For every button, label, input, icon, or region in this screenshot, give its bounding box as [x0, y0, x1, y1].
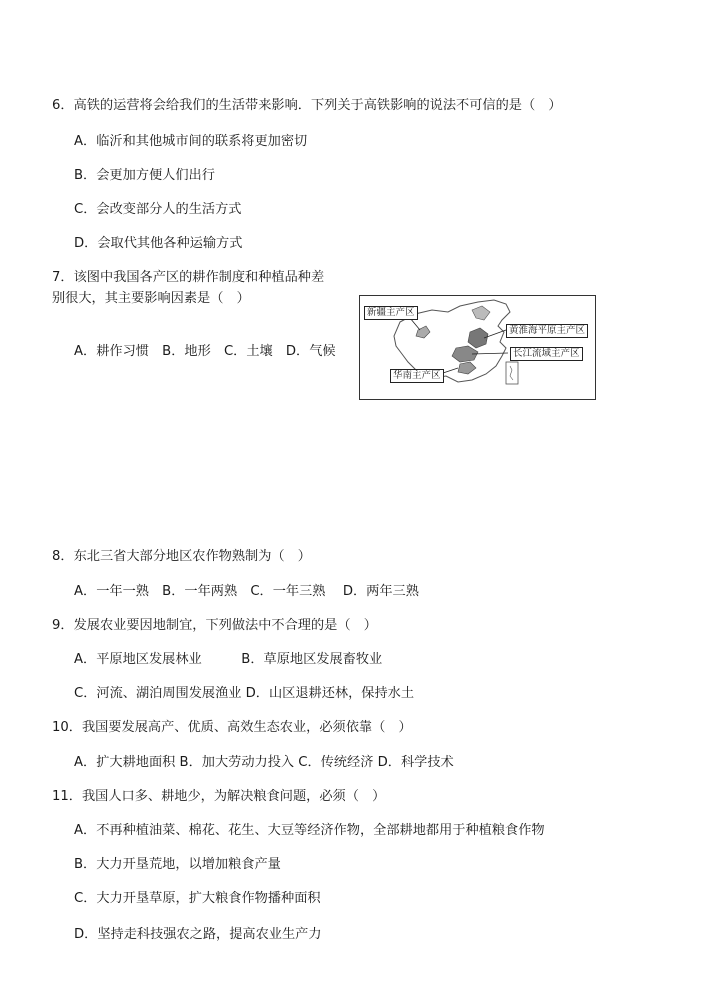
question-11-option-b: B．大力开垦荒地，以增加粮食产量	[74, 857, 281, 872]
question-9-options-line1: A．平原地区发展林业 B．草原地区发展畜牧业	[74, 652, 383, 667]
question-9-stem: 9．发展农业要因地制宜，下列做法中不合理的是（ ）	[52, 618, 377, 633]
question-6-option-a: A．临沂和其他城市间的联系将更加密切	[74, 134, 308, 149]
question-11-stem: 11．我国人口多、耕地少，为解决粮食问题，必须（ ）	[52, 789, 386, 804]
question-11-option-a: A．不再种植油菜、棉花、花生、大豆等经济作物，全部耕地都用于种植粮食作物	[74, 823, 545, 838]
question-11-option-c: C．大力开垦草原，扩大粮食作物播种面积	[74, 891, 321, 906]
question-10-options: A．扩大耕地面积 B．加大劳动力投入 C．传统经济 D．科学技术	[74, 755, 454, 770]
question-6-stem: 6．高铁的运营将会给我们的生活带来影响．下列关于高铁影响的说法不可信的是（ ）	[52, 98, 562, 113]
question-7-stem-line1: 7．该图中我国各产区的耕作制度和种植品种差	[52, 270, 325, 285]
map-label-huanghuai: 黄淮海平原主产区	[506, 324, 588, 338]
question-7-options: A．耕作习惯 B．地形 C．土壤 D．气候	[74, 344, 336, 359]
question-11-option-d: D．坚持走科技强农之路，提高农业生产力	[74, 927, 322, 942]
question-7-stem-line2: 别很大，其主要影响因素是（ ）	[52, 291, 250, 306]
question-9-options-line2: C．河流、湖泊周围发展渔业 D．山区退耕还林，保持水土	[74, 686, 415, 701]
question-8-options: A．一年一熟 B．一年两熟 C．一年三熟 D．两年三熟	[74, 584, 419, 599]
china-production-regions-map	[359, 295, 596, 400]
question-8-stem: 8．东北三省大部分地区农作物熟制为（ ）	[52, 549, 311, 564]
question-6-option-b: B．会更加方便人们出行	[74, 168, 215, 183]
question-6-option-c: C．会改变部分人的生活方式	[74, 202, 242, 217]
question-10-stem: 10．我国要发展高产、优质、高效生态农业，必须依靠（ ）	[52, 720, 412, 735]
map-label-huanan: 华南主产区	[390, 369, 444, 383]
map-label-xinjiang: 新疆主产区	[364, 306, 418, 320]
map-label-changjiang: 长江流域主产区	[510, 347, 583, 361]
question-6-option-d: D．会取代其他各种运输方式	[74, 236, 243, 251]
